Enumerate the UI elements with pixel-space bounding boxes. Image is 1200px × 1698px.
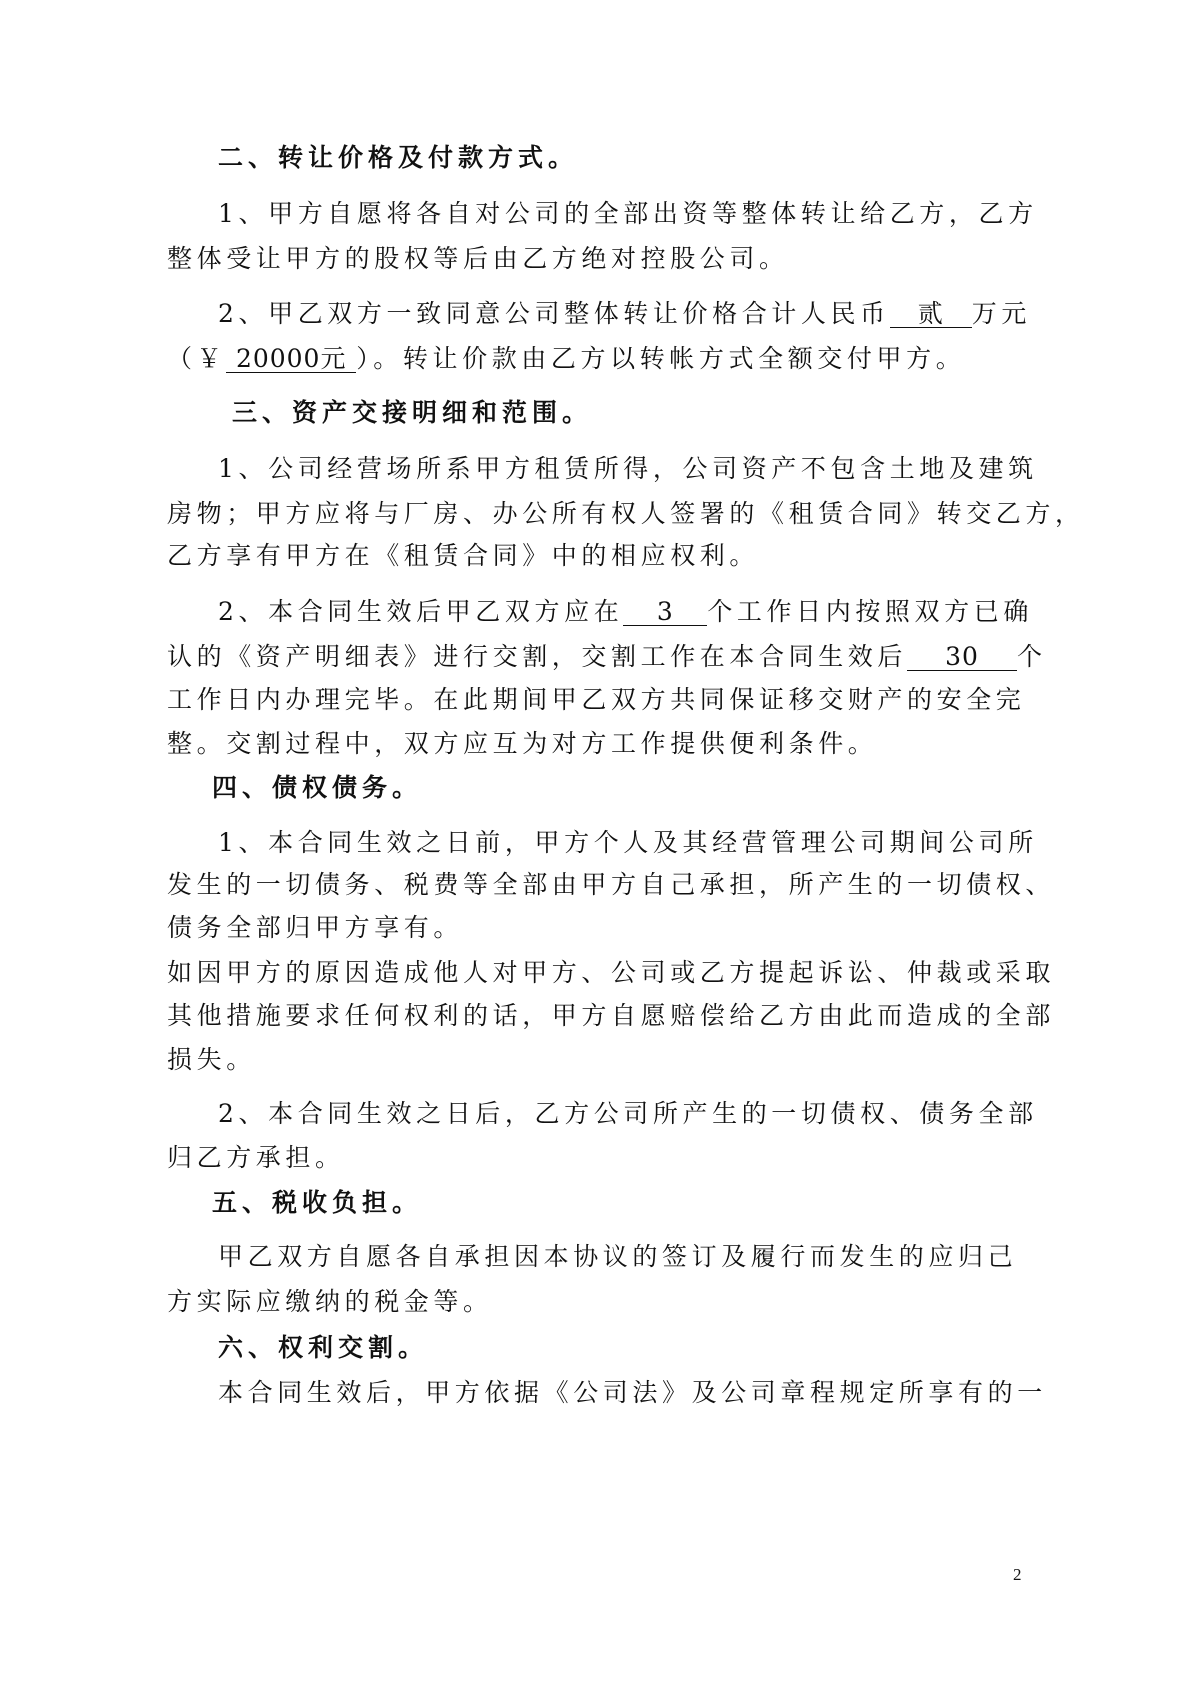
section-heading-debts: 四、债权债务。 [212,773,423,802]
paragraph-line: 发生的一切债务、税费等全部由甲方自己承担，所产生的一切债权、 [167,870,1056,899]
price-text: 2、甲乙双方一致同意公司整体转让价格合计人民币 [218,299,890,328]
days-text: 个 [1017,642,1047,671]
days-text: 2、本合同生效后甲乙双方应在 [218,597,624,626]
price-unit: 万元 [971,299,1031,328]
section-heading-assets: 三、资产交接明细和范围。 [232,398,593,427]
section-heading-price: 二、转让价格及付款方式。 [218,143,579,172]
paragraph-line-days [218,597,1200,627]
paragraph-line: 整。交割过程中，双方应互为对方工作提供便利条件。 [167,729,878,758]
days-text: 个工作日内按照双方已确 [707,597,1033,626]
paragraph-line: 如因甲方的原因造成他人对甲方、公司或乙方提起诉讼、仲裁或采取 [167,958,1056,987]
paragraph-line: 损失。 [167,1045,256,1074]
price-words-field: 贰 [890,301,972,328]
page-number: 2 [1013,1565,1022,1584]
paragraph-line: 甲乙双方自愿各自承担因本协议的签订及履行而发生的应归己 [218,1242,1018,1271]
paragraph-line: 其他措施要求任何权利的话，甲方自愿赔偿给乙方由此而造成的全部 [167,1001,1056,1030]
paragraph-line: 1、本合同生效之日前，甲方个人及其经营管理公司期间公司所 [218,828,1038,857]
paragraph-line: 本合同生效后，甲方依据《公司法》及公司章程规定所享有的一 [218,1378,1047,1407]
paragraph-line: 乙方享有甲方在《租赁合同》中的相应权利。 [167,541,760,570]
paragraph-line-amount [167,344,1200,374]
amount-suffix: ）。转让价款由乙方以转帐方式全额交付甲方。 [356,344,966,373]
paragraph-line: 方实际应缴纳的税金等。 [167,1287,493,1316]
paragraph-line: 2、本合同生效之日后，乙方公司所产生的一切债权、债务全部 [218,1099,1038,1128]
section-heading-tax: 五、税收负担。 [212,1188,423,1217]
paragraph-line: 债务全部归甲方享有。 [167,913,464,942]
paragraph-line-days [167,642,1200,672]
amount-prefix: （￥ [167,344,227,373]
paragraph-line: 1、甲方自愿将各自对公司的全部出资等整体转让给乙方，乙方 [218,199,1038,228]
paragraph-line: 房物；甲方应将与厂房、办公所有权人签署的《租赁合同》转交乙方， [167,499,1085,528]
paragraph-line: 整体受让甲方的股权等后由乙方绝对控股公司。 [167,244,789,273]
paragraph-line: 工作日内办理完毕。在此期间甲乙双方共同保证移交财产的安全完 [167,685,1026,714]
completion-days-field: 30 [907,644,1017,671]
paragraph-line: 1、公司经营场所系甲方租赁所得，公司资产不包含土地及建筑 [218,454,1038,483]
price-amount-field: 20000元 [226,346,356,373]
paragraph-line-price [218,299,1200,329]
section-heading-rights: 六、权利交割。 [218,1333,429,1362]
handover-days-field: 3 [623,599,707,626]
paragraph-line: 归乙方承担。 [167,1143,345,1172]
days-text: 认的《资产明细表》进行交割，交割工作在本合同生效后 [167,642,908,671]
